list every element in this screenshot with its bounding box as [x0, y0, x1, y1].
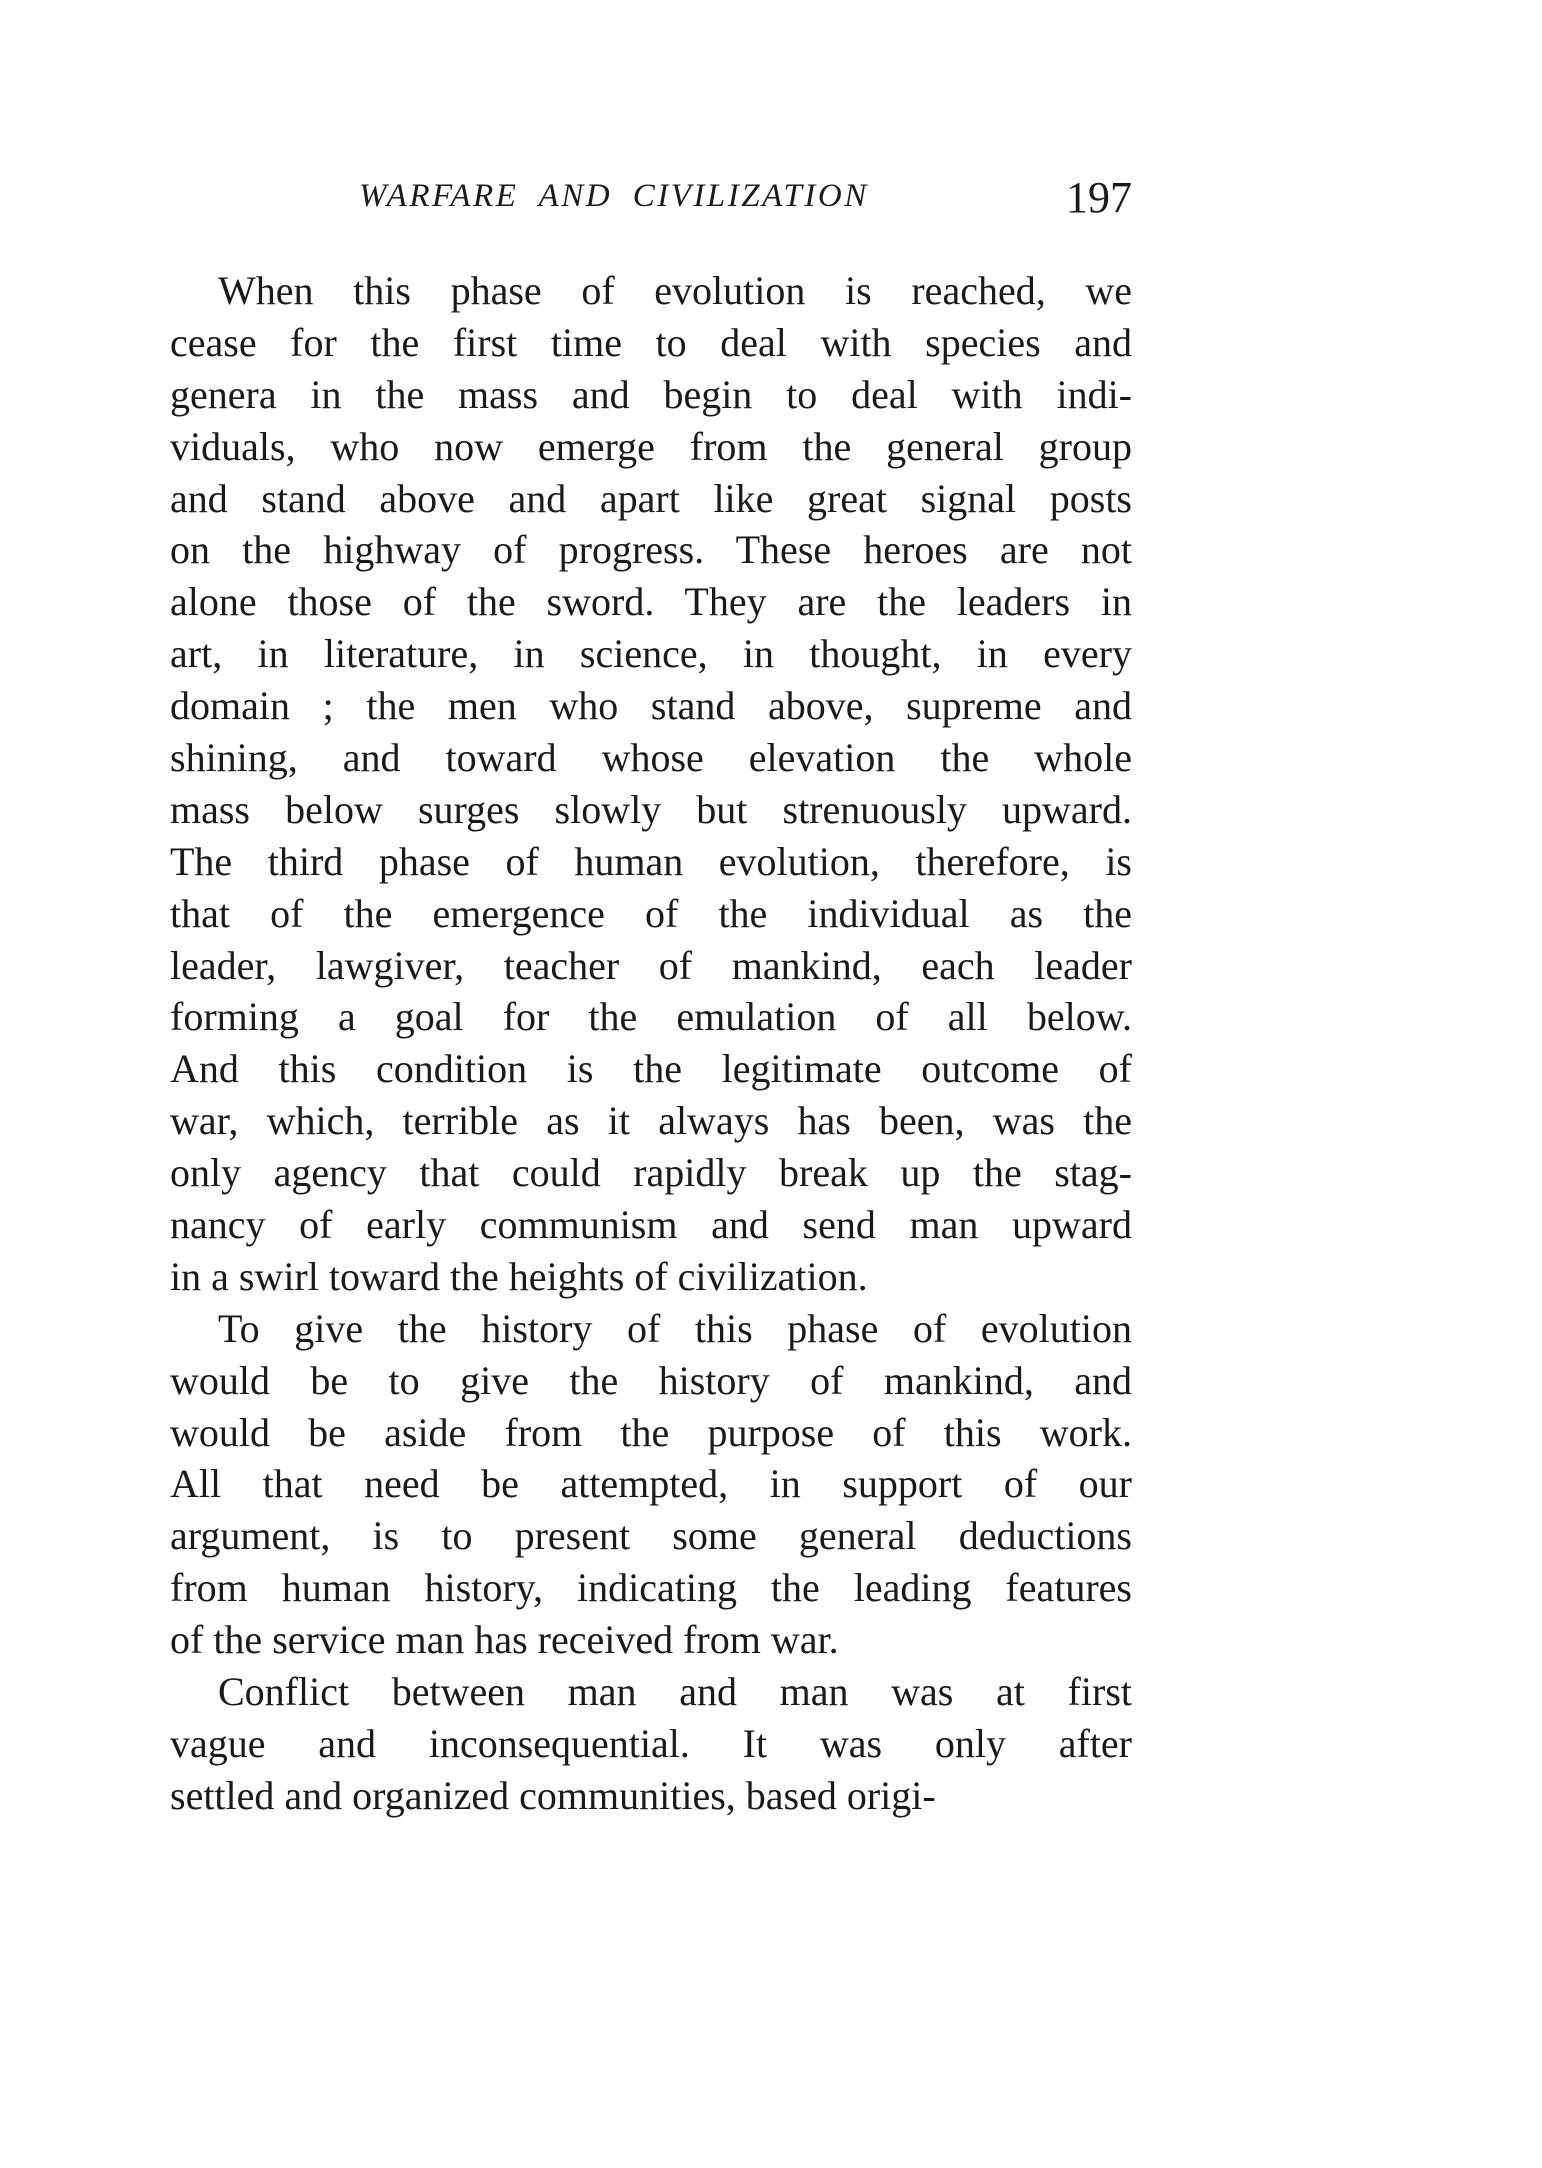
text-line: would be to give the history of mankind, and	[170, 1357, 1132, 1403]
text-line: mass below surges slowly but strenuously upward.	[170, 786, 1132, 832]
text-line: vague and inconsequential. It was only after	[170, 1720, 1132, 1766]
text-line: from human history, indicating the leading features	[170, 1565, 1132, 1611]
text-line: viduals, who now emerge from the general group	[170, 423, 1132, 469]
page-number: 197	[1066, 173, 1132, 222]
body-text	[170, 265, 1132, 1822]
text-line: cease for the first time to deal with species and	[170, 319, 1132, 365]
running-title: WARFARE AND CIVILIZATION	[359, 178, 869, 214]
text-line: When this phase of evolution is reached, we	[218, 268, 1132, 313]
text-line: that of the emergence of the individual as the	[170, 890, 1132, 936]
running-head	[170, 172, 1132, 226]
text-line: domain ; the men who stand above, supreme and	[170, 683, 1132, 729]
text-line: argument, is to present some general deductions	[170, 1513, 1132, 1559]
text-line: genera in the mass and begin to deal with indi-	[170, 371, 1132, 417]
text-line: of the service man has received from war.	[170, 1617, 839, 1663]
text-line: shining, and toward whose elevation the whole	[170, 735, 1132, 781]
text-line: art, in literature, in science, in thought, in every	[170, 631, 1132, 677]
text-line: The third phase of human evolution, therefore, is	[170, 838, 1132, 884]
text-line: settled and organized communities, based origi-	[170, 1772, 936, 1818]
text-line: And this condition is the legitimate outcome of	[170, 1046, 1132, 1092]
text-line: alone those of the sword. They are the leaders in	[170, 579, 1132, 625]
text-line: war, which, terrible as it always has been, was the	[170, 1098, 1132, 1144]
text-line: would be aside from the purpose of this work.	[170, 1409, 1132, 1455]
paragraph	[170, 265, 1132, 1303]
text-line: on the highway of progress. These heroes are not	[170, 527, 1132, 573]
text-line: forming a goal for the emulation of all below.	[170, 994, 1132, 1040]
text-line: in a swirl toward the heights of civilization.	[170, 1253, 868, 1299]
text-line: To give the history of this phase of evolution	[218, 1305, 1132, 1351]
paragraph	[170, 1666, 1132, 1822]
text-line: All that need be attempted, in support of our	[170, 1461, 1132, 1507]
text-line: leader, lawgiver, teacher of mankind, each leader	[170, 942, 1132, 988]
paragraph	[170, 1303, 1132, 1666]
text-line: and stand above and apart like great signal posts	[170, 475, 1132, 521]
text-line: nancy of early communism and send man upward	[170, 1202, 1132, 1248]
text-line: only agency that could rapidly break up the stag-	[170, 1150, 1132, 1196]
text-line: Conflict between man and man was at first	[218, 1669, 1132, 1715]
